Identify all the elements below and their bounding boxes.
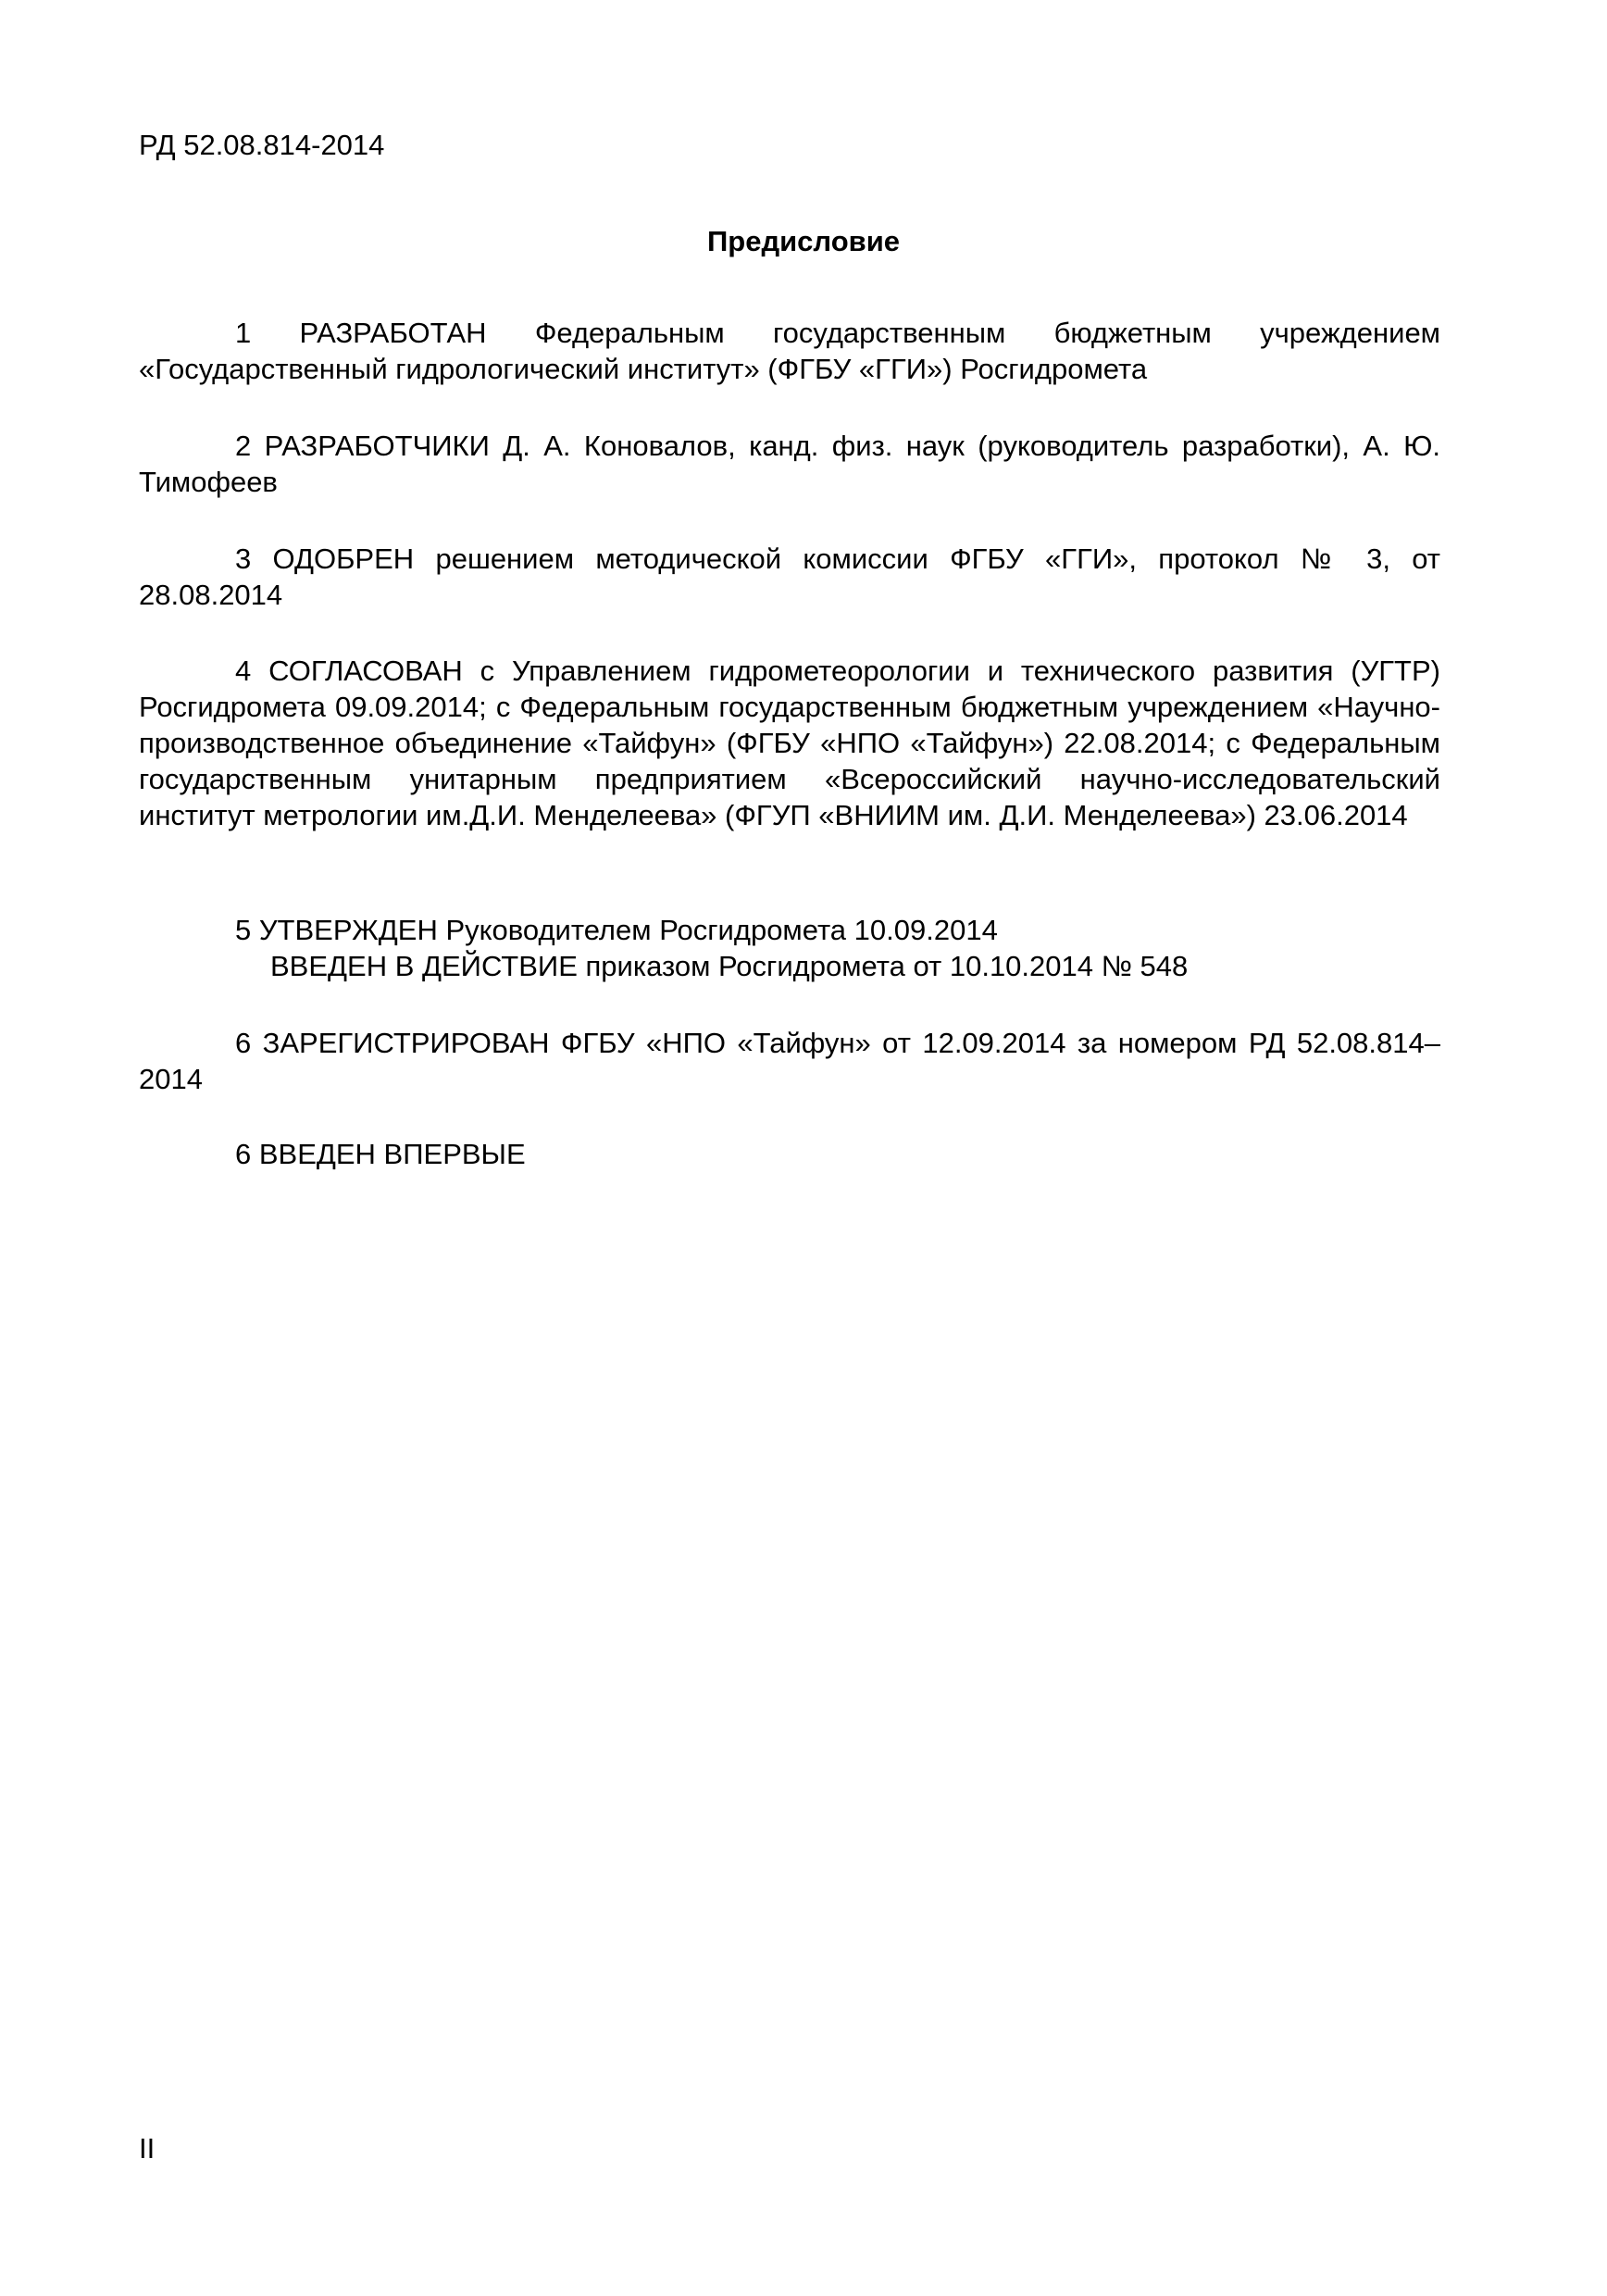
section-title: Предисловие <box>706 225 900 257</box>
paragraph-developed: 1 РАЗРАБОТАН Федеральным государственным бюджетным учреждением «Государственный гидрологический институт» (ФГБУ «ГГИ») Росгидромета <box>139 317 1440 385</box>
paragraph-developers: 2 РАЗРАБОТЧИКИ Д. А. Коновалов, канд. физ. наук (руководитель разработки), А. Ю. Тимофеев <box>139 430 1440 498</box>
paragraph-registered: 6 ЗАРЕГИСТРИРОВАН ФГБУ «НПО «Тайфун» от 12.09.2014 за номером РД 52.08.814–2014 <box>139 1027 1440 1095</box>
paragraph-first-introduced: 6 ВВЕДЕН ВПЕРВЫЕ <box>235 1138 526 1170</box>
paragraph-agreed: 4 СОГЛАСОВАН с Управлением гидрометеорологии и технического развития (УГТР) Росгидромета 09.09.2014; с Федеральным государственным бюджетным учреждением «Научно-производственное объединение «Тайфун» (ФГБУ «НПО «Тайфун») 22.08.2014; с Федеральным государственным унитарным предприятием «Всероссийский научно-исследовательский институт метрологии им.Д.И. Менделеева» (ФГУП «ВНИИМ им. Д.И. Менделеева») 23.06.2014 <box>139 655 1440 831</box>
page-number: II <box>139 2132 156 2165</box>
paragraph-confirmed: 5 УТВЕРЖДЕН Руководителем Росгидромета 10.09.2014 <box>235 914 998 946</box>
paragraph-approved: 3 ОДОБРЕН решением методической комиссии ФГБУ «ГГИ», протокол № 3, от 28.08.2014 <box>139 543 1440 611</box>
paragraph-enacted: ВВЕДЕН В ДЕЙСТВИЕ приказом Росгидромета от 10.10.2014 № 548 <box>270 950 1189 982</box>
document-code: РД 52.08.814-2014 <box>139 129 385 161</box>
